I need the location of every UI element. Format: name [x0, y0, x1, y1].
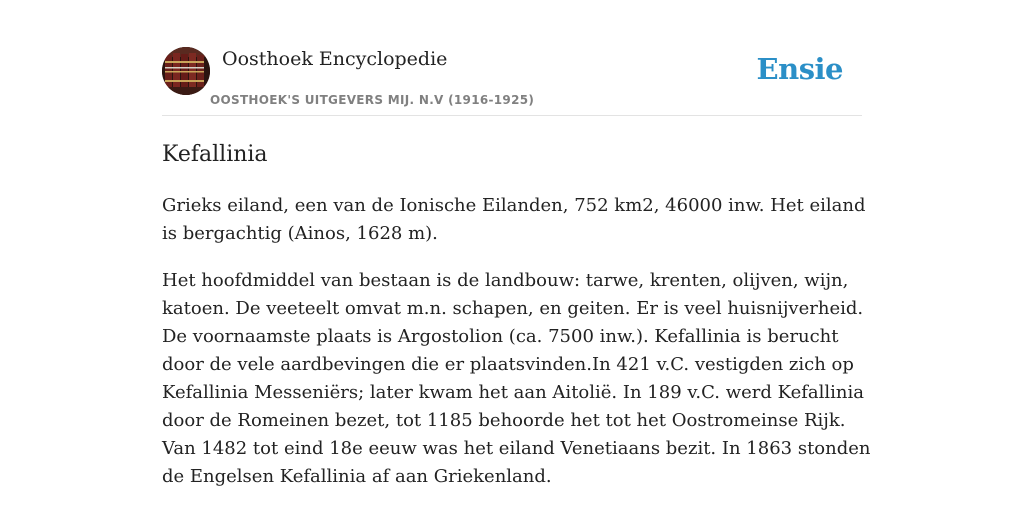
ensie-logo-link[interactable]: Ensie	[756, 52, 843, 86]
article-body	[162, 192, 874, 510]
source-title[interactable]: Oosthoek Encyclopedie	[222, 48, 448, 70]
books-image	[162, 47, 210, 95]
article-paragraph: Grieks eiland, een van de Ionische Eilanden, 752 km2, 46000 inw. Het eiland is bergachtig (Ainos, 1628 m).	[162, 195, 866, 244]
source-header	[162, 46, 862, 116]
article-paragraph: Het hoofdmiddel van bestaan is de landbouw: tarwe, krenten, olijven, wijn, katoen. De veeteelt omvat m.n. schapen, en geiten. Er is veel huisnijverheid. De voornaamste plaats is Argostolion (ca. 7500 inw.). Kefallinia is berucht door de vele aardbevingen die er plaatsvinden.In 421 v.C. vestigden zich op Kefallinia Messeniërs; later kwam het aan Aitolië. In 189 v.C. werd Kefallinia door de Romeinen bezet, tot 1185 behoorde het tot het Oostromeinse Rijk. Van 1482 tot eind 18e eeuw was het eiland Venetiaans bezit. In 1863 stonden de Engelsen Kefallinia af aan Griekenland.	[162, 270, 871, 487]
source-subtitle: OOSTHOEK'S UITGEVERS MIJ. N.V (1916-1925)	[210, 93, 535, 107]
encyclopedia-books-icon[interactable]	[162, 47, 210, 95]
article-title: Kefallinia	[162, 142, 268, 167]
